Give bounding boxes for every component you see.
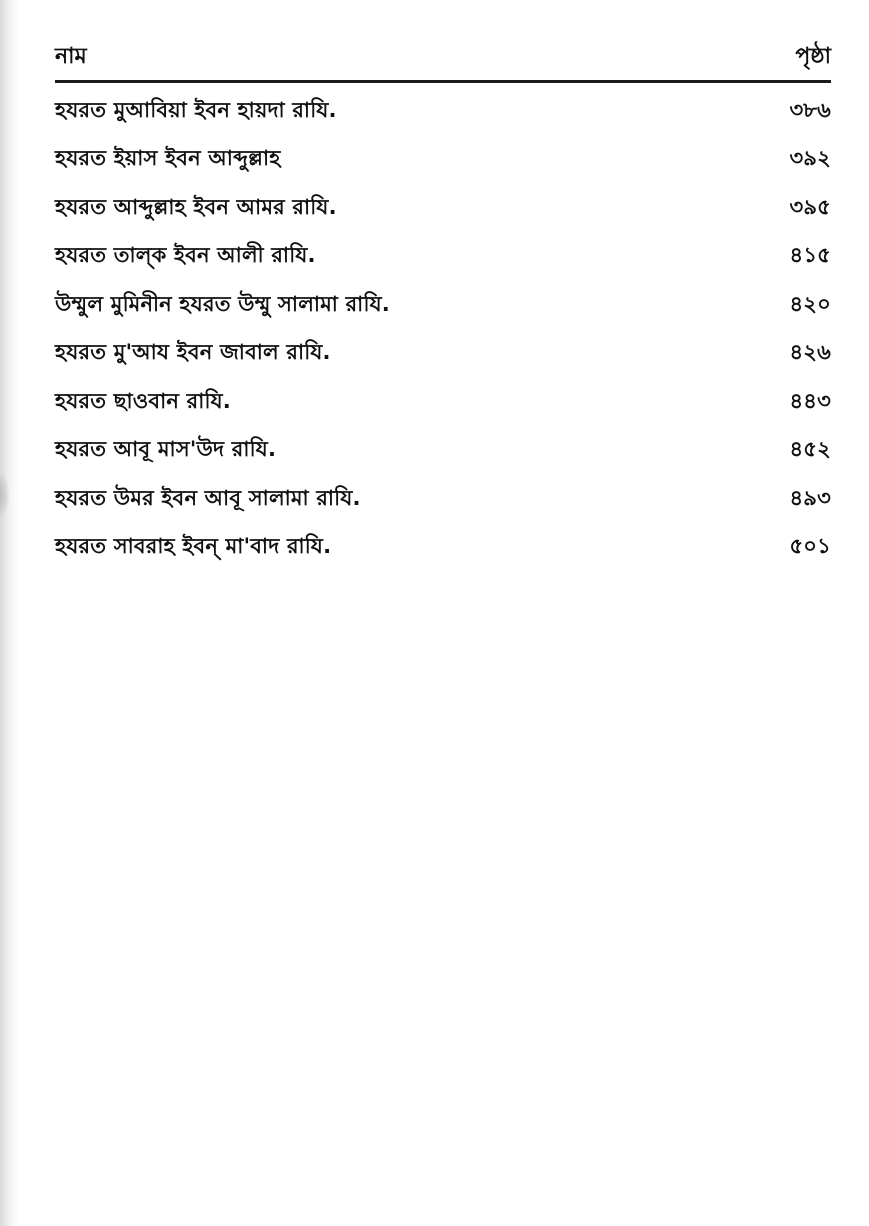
- toc-entry: [55, 233, 831, 282]
- entry-title: হযরত সাবরাহ ইবন্‌ মা'বাদ রাযি.: [55, 534, 332, 559]
- toc-entry: [55, 524, 831, 573]
- page-binding-shadow: [0, 0, 18, 1226]
- header-rule: [55, 80, 831, 83]
- name-column-label: নাম: [55, 44, 87, 69]
- entry-page-number: ৪১৫: [789, 243, 831, 268]
- page-column-label: পৃষ্ঠা: [795, 44, 831, 69]
- page-binding-mark: [0, 470, 10, 520]
- entry-page-number: ৪৪৩: [789, 388, 831, 413]
- entry-page-number: ৫০১: [789, 534, 831, 559]
- toc-entry: [55, 87, 831, 136]
- entry-title: উম্মুল মুমিনীন হযরত উম্মু সালামা রাযি.: [55, 291, 390, 316]
- toc-entry: [55, 281, 831, 330]
- entry-title: হযরত মুআবিয়া ইবন হায়দা রাযি.: [55, 97, 337, 122]
- toc-entry: [55, 330, 831, 379]
- toc-header: [55, 38, 831, 76]
- entry-title: হযরত ইয়াস ইবন আব্দুল্লাহ: [55, 146, 281, 171]
- toc-entry: [55, 475, 831, 524]
- table-of-contents: [55, 38, 831, 572]
- entry-title: হযরত ছাওবান রাযি.: [55, 388, 231, 413]
- entry-title: হযরত আব্দুল্লাহ ইবন আমর রাযি.: [55, 194, 337, 219]
- toc-entry-list: [55, 87, 831, 572]
- entry-page-number: ৪৯৩: [789, 485, 831, 510]
- entry-title: হযরত আবূ মাস'উদ রাযি.: [55, 437, 277, 462]
- entry-page-number: ৪২৬: [789, 340, 831, 365]
- entry-page-number: ৩৯৫: [789, 194, 831, 219]
- toc-entry: [55, 427, 831, 476]
- entry-title: হযরত মু'আয ইবন জাবাল রাযি.: [55, 340, 331, 365]
- entry-page-number: ৪২০: [789, 291, 831, 316]
- entry-page-number: ৩৯২: [789, 146, 831, 171]
- entry-title: হযরত উমর ইবন আবূ সালামা রাযি.: [55, 485, 361, 510]
- toc-entry: [55, 378, 831, 427]
- entry-title: হযরত তাল্‌ক ইবন আলী রাযি.: [55, 243, 316, 268]
- toc-entry: [55, 136, 831, 185]
- toc-entry: [55, 184, 831, 233]
- entry-page-number: ৩৮৬: [789, 97, 831, 122]
- entry-page-number: ৪৫২: [789, 437, 831, 462]
